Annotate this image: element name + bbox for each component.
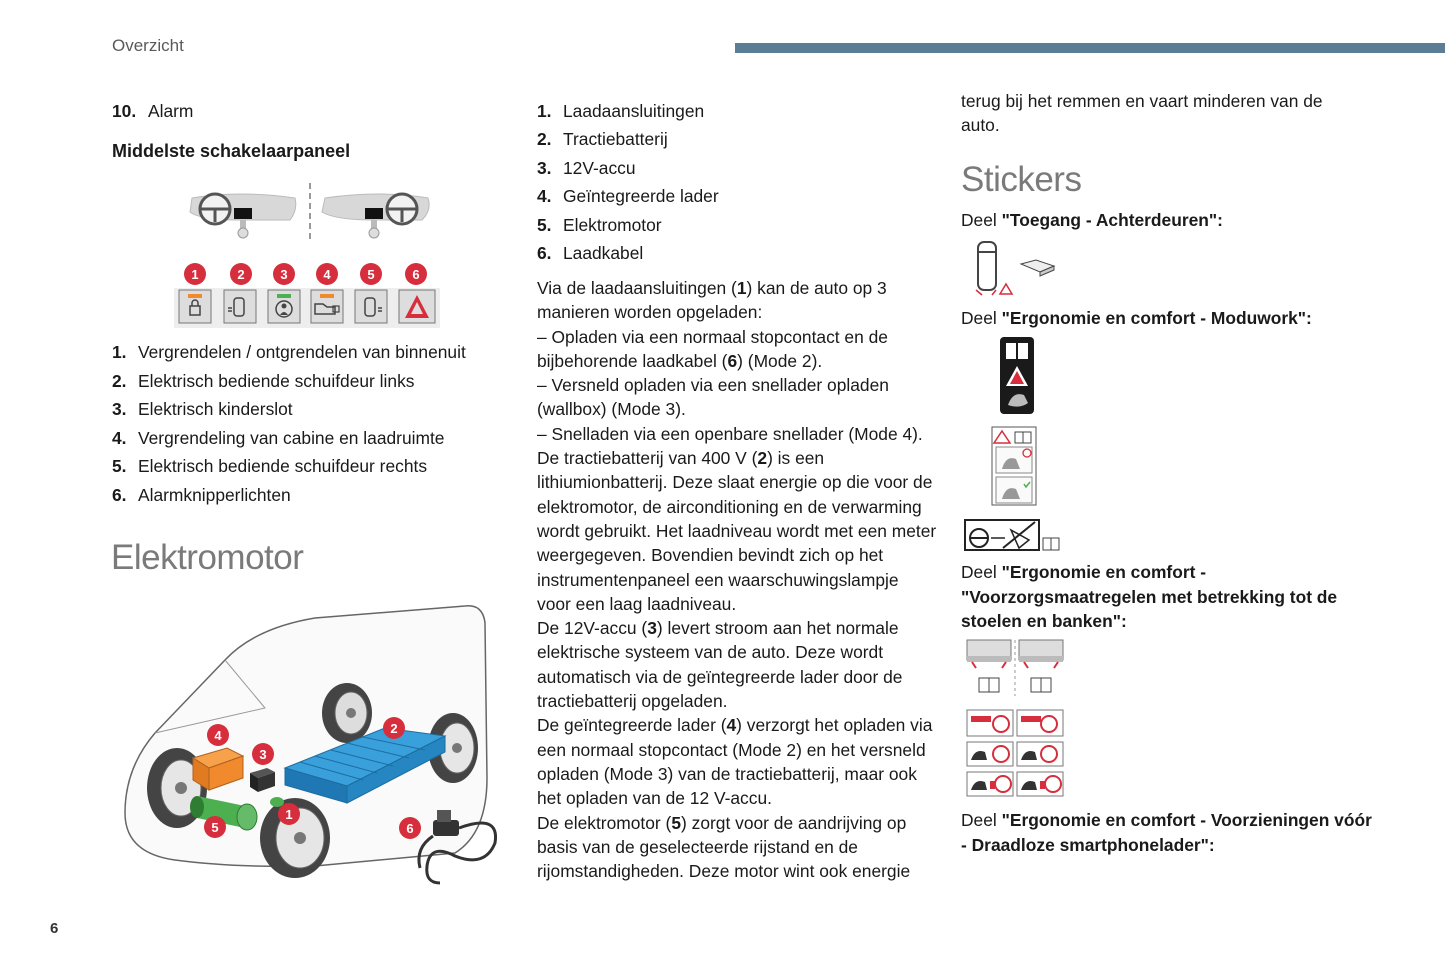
left-door-switch-icon [224,290,256,323]
seat-warning-row [967,772,1063,796]
panel-badge-4 [316,263,338,285]
paragraph-mode4: – Snelladen via een openbare snellader (Mode 4). [537,423,923,444]
paragraph-motor: De elektromotor (5) zorgt voor de aandrijving op basis van de geselecteerde rijstand en de rijomstandigheden. Deze motor wint ook energie [537,812,911,882]
list-item: 5. Elektromotor [537,214,662,235]
list-item: 2. Elektrisch bediende schuifdeur links [112,370,415,391]
paragraph-traction-battery: De tractiebatterij van 400 V (2) is een lithiumionbatterij. Deze slaat energie op die voor de elektromotor, de airconditioning en de verwarming wordt gebruikt. Het laadniveau wordt met een meter weergegeven. Bovendien bevindt zich op het instrumentenpaneel een waarschuwingslampje voor een laag laadniveau. [537,448,937,614]
motor-badge-1 [278,803,300,825]
alarm-number: 10. [112,101,137,121]
panel-badge-3 [273,263,295,285]
svg-text:2: 2 [390,721,398,736]
motor-badge-2 [383,717,405,739]
svg-text:4: 4 [214,728,222,743]
list-item: 3. 12V-accu [537,157,636,178]
motor-heading: Elektromotor [111,538,304,577]
cargo-lock-switch-icon [311,290,343,323]
list-item: 1. Vergrendelen / ontgrendelen van binnenuit [112,342,466,362]
motor-badge-5 [204,816,226,838]
rear-wheel-top [322,683,372,743]
deel-wireless-charger: Deel "Ergonomie en comfort - Voorzieningen vóór - Draadloze smartphonelader": [961,810,1372,855]
header-bar [735,43,1445,53]
charge-port [270,797,284,807]
svg-text:1: 1 [285,807,293,822]
list-item: 6. Alarmknipperlichten [112,484,291,505]
seats-sticker-1 [964,638,1066,700]
svg-text:6: 6 [406,821,414,836]
paragraph-charging: Via de laadaansluitingen (1) kan de auto op 3 manieren worden opgeladen: [537,278,887,323]
manual-book-icon [1006,343,1028,359]
seat-bench-icon [967,640,1011,692]
deel-rear-doors: Deel "Toegang - Achterdeuren": [961,210,1223,230]
component-list [537,97,719,267]
paragraph-mode3: – Versneld opladen via een snellader opladen (wallbox) (Mode 3). [537,375,889,420]
switch-panel-illustration [170,178,445,333]
page-number: 6 [50,920,59,937]
seat-bench-icon [1019,640,1063,692]
list-item: 6. Laadkabel [537,243,644,264]
seat-warning-row [967,710,1063,736]
list-item: 5. Elektrisch bediende schuifdeur rechts [112,456,428,476]
right-door-switch-icon [355,290,387,323]
paragraph-mode2: – Opladen via een normaal stopcontact en de bijbehorende laadkabel (6) (Mode 2). [537,326,888,371]
moduwork-sticker-1 [998,335,1038,417]
alarm-label: Alarm [148,101,194,121]
panel-item-list [112,338,466,509]
right-console-figure [322,194,429,238]
ev-cutaway-illustration [115,598,510,888]
continuation-text: terug bij het remmen en vaart minderen van de auto. [961,91,1323,136]
seat-warning-row [967,742,1063,766]
deel-moduwork: Deel "Ergonomie en comfort - Moduwork": [961,308,1312,328]
list-item: 4. Geïntegreerde lader [537,186,719,207]
section-label: Overzicht [112,36,184,55]
panel-badge-6 [405,263,427,285]
seats-sticker-2 [965,708,1065,800]
svg-text:2: 2 [237,267,245,282]
paragraph-charger: De geïntegreerde lader (4) verzorgt het opladen via een normaal stopcontact (Mode 2) en het versneld opladen (Mode 3) van de tractiebatterij, maar ook het opladen van de 12 V-accu. [537,715,933,809]
child-lock-switch-icon [268,290,300,323]
manual-book-icon [1043,538,1059,550]
motor-badge-6 [399,817,421,839]
panel-badge-1 [184,263,206,285]
svg-text:3: 3 [280,267,288,282]
deel-seats: Deel "Ergonomie en comfort - "Voorzorgsmaatregelen met betrekking tot de stoelen en banken": [961,562,1338,631]
rear-door-icon [976,242,1012,295]
rear-doors-sticker [974,238,1064,298]
list-item: 3. Elektrisch kinderslot [112,399,293,419]
panel-badge-5 [360,263,382,285]
list-item: 4. Vergrendeling van cabine en laadruimte [112,427,445,448]
hazard-switch-icon [399,290,435,323]
lock-switch-icon [179,290,211,323]
panel-badge-2 [230,263,252,285]
svg-text:1: 1 [191,267,199,282]
svg-text:6: 6 [412,267,420,282]
paragraph-12v: De 12V-accu (3) levert stroom aan het normale elektrische systeem van de auto. Deze wordt automatisch via de geïntegreerde lader door de tractiebatterij opgeladen. [537,618,903,712]
svg-text:4: 4 [323,267,331,282]
panel-heading: Middelste schakelaarpaneel [112,141,351,161]
svg-text:3: 3 [259,747,267,762]
body-text [537,276,937,883]
motor-badge-4 [207,724,229,746]
motor-badge-3 [252,743,274,765]
stickers-heading: Stickers [961,160,1082,199]
svg-text:5: 5 [367,267,375,282]
left-console-figure [190,194,296,238]
svg-text:5: 5 [211,820,219,835]
moduwork-sticker-2 [990,425,1038,507]
moduwork-sticker-3 [963,518,1063,554]
list-item: 2. Tractiebatterij [537,129,668,150]
list-item: 1. Laadaansluitingen [537,101,705,121]
alarm-item [112,99,193,123]
manual-book-icon [1021,260,1054,276]
